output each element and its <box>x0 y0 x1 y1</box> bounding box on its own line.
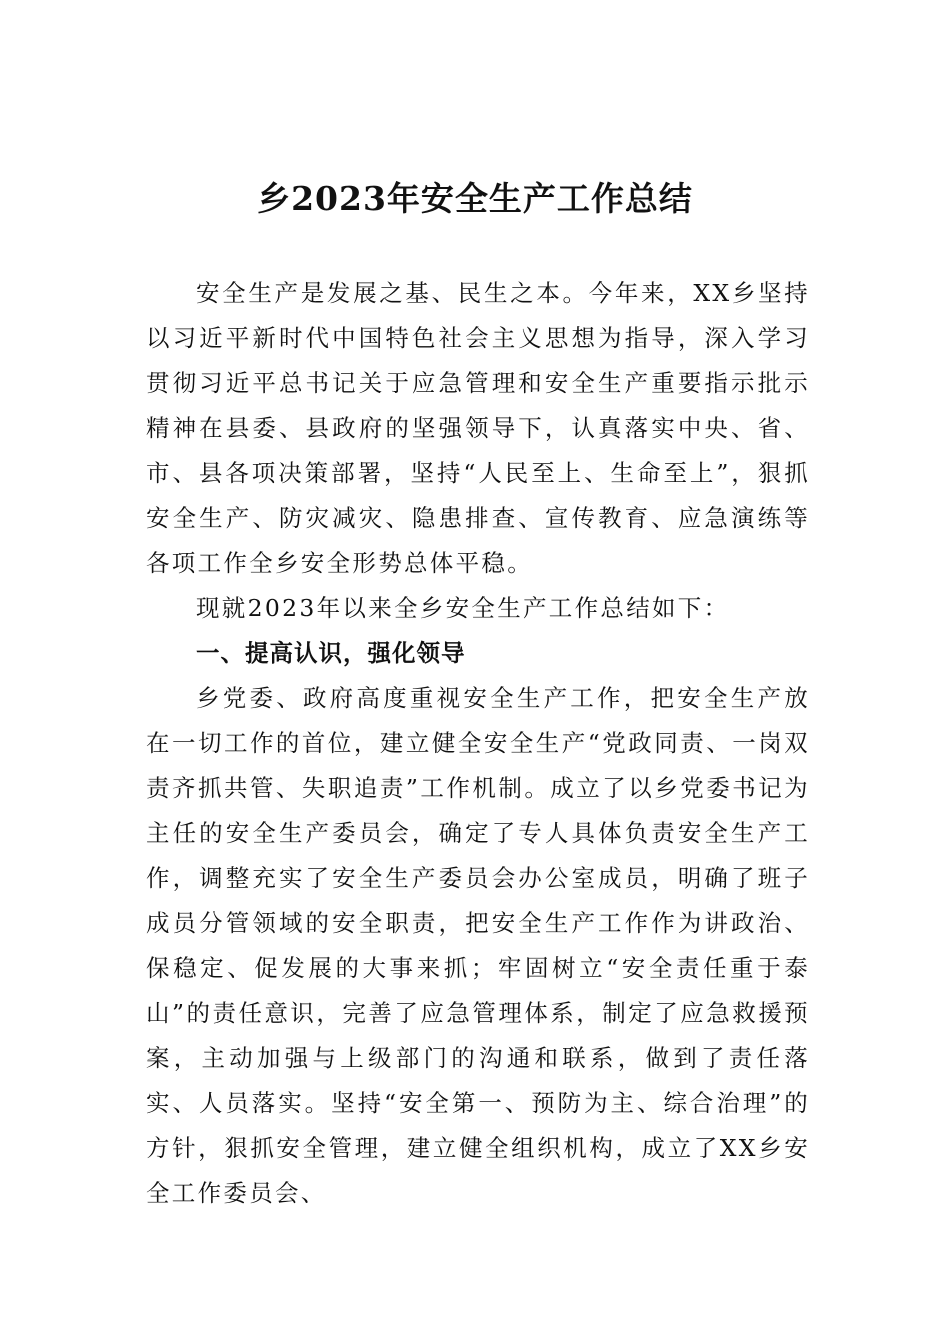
section-1-paragraph: 乡党委、政府高度重视安全生产工作，把安全生产放在一切工作的首位，建立健全安全生产“党政同责、一岗双责齐抓共管、失职追责”工作机制。成立了以乡党委书记为主任的安全生产委员会，确定了专人具体负责安全生产工作，调整充实了安全生产委员会办公室成员，明确了班子成员分管领域的安全职责，把安全生产工作作为讲政治、保稳定、促发展的大事来抓；牢固树立“安全责任重于泰山”的责任意识，完善了应急管理体系，制定了应急救援预案，主动加强与上级部门的沟通和联系，做到了责任落实、人员落实。坚持“安全第一、预防为主、综合治理”的方针，狠抓安全管理，建立健全组织机构，成立了XX乡安全工作委员会、 <box>146 684 810 1207</box>
document-body <box>146 271 810 1216</box>
section-heading-1: 一、提高认识，强化领导 <box>196 639 466 667</box>
document-title: 乡2023年安全生产工作总结 <box>257 179 693 218</box>
summary-lead-paragraph: 现就2023年以来全乡安全生产工作总结如下： <box>196 594 730 622</box>
intro-paragraph: 安全生产是发展之基、民生之本。今年来，XX乡坚持以习近平新时代中国特色社会主义思想为指导，深入学习贯彻习近平总书记关于应急管理和安全生产重要指示批示精神在县委、县政府的坚强领导下，认真落实中央、省、市、县各项决策部署，坚持“人民至上、生命至上”，狠抓安全生产、防灾减灾、隐患排查、宣传教育、应急演练等各项工作全乡安全形势总体平稳。 <box>146 279 810 577</box>
